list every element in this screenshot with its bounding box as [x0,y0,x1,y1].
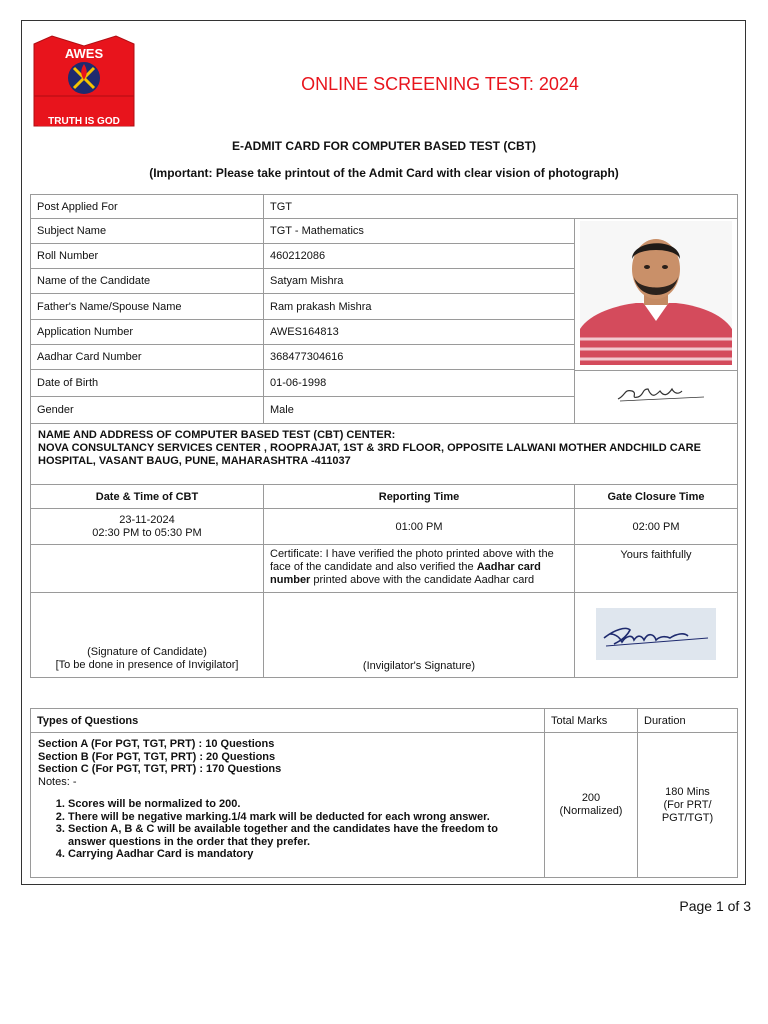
svg-text:TRUTH IS GOD: TRUTH IS GOD [48,116,120,127]
center-address: NOVA CONSULTANCY SERVICES CENTER , ROOPRAJAT, 1ST & 3RD FLOOR, OPPOSITE LALWANI MOTHER ANDCHILD CARE HOSPITAL, VASANT BAUG, PUNE, MAHARASHTRA -411037 [38,442,701,467]
gate-closure-value: 02:00 PM [574,508,738,545]
reporting-time-header: Reporting Time [263,484,575,509]
gender-value: Male [263,396,575,424]
duration-note: (For PRT/ PGT/TGT) [661,798,714,824]
candidate-signature-note: [To be done in presence of Invigilator] [55,659,239,671]
center-heading: NAME AND ADDRESS OF COMPUTER BASED TEST (CBT) CENTER: [38,429,396,441]
roll-value: 460212086 [263,243,575,269]
dob-label: Date of Birth [30,369,264,397]
gate-closure-header: Gate Closure Time [574,484,738,509]
note-item: 2. There will be negative marking.1/4 mark will be deducted for each wrong answer. [68,811,537,824]
aadhar-value: 368477304616 [263,344,575,370]
notes-label: Notes: - [38,775,77,788]
yours-faithfully: Yours faithfully [574,544,738,593]
certificate-part2: printed above with the candidate Aadhar card [310,574,535,586]
invigilator-signature-label: (Invigilator's Signature) [362,660,476,672]
certificate-bold: Aadhar card number [270,561,541,586]
duration-header: Duration [637,708,738,733]
father-label: Father's Name/Spouse Name [30,293,264,320]
certificate-part1: Certificate: I have verified the photo printed above with the face of the candidate and also verified the [270,548,554,573]
certificate-text [263,544,575,593]
authority-signature [596,608,716,660]
notes-list [38,798,537,861]
post-value: TGT [263,194,738,219]
aadhar-label: Aadhar Card Number [30,344,264,370]
section-a: Section A (For PGT, TGT, PRT) : 10 Questions [38,738,275,750]
svg-text:AWES: AWES [64,46,104,61]
candidate-signature-label: (Signature of Candidate) [87,646,207,658]
important-note: (Important: Please take printout of the Admit Card with clear vision of photograph) [149,166,619,180]
duration-value: 180 Mins [665,785,710,798]
admit-card-subtitle: E-ADMIT CARD FOR COMPUTER BASED TEST (CBT) [232,139,536,153]
note-item: 3. Section A, B & C will be available together and the candidates have the freedom to answer questions in the order that they prefer. [68,823,537,848]
page-number: Page 1 of 3 [679,898,751,914]
candidate-photo [580,221,732,365]
subject-value: TGT - Mathematics [263,218,575,244]
date-time-cell [30,508,264,545]
name-label: Name of the Candidate [30,268,264,294]
candidate-signature [612,377,708,407]
section-b: Section B (For PGT, TGT, PRT) : 20 Questions [38,750,276,763]
note-item: 4. Carrying Aadhar Card is mandatory [68,848,537,861]
gender-label: Gender [30,396,264,424]
candidate-signature-box [30,592,264,678]
cbt-center-address [30,423,738,485]
reporting-time-value: 01:00 PM [263,508,575,545]
awes-logo [30,34,138,130]
section-c: Section C (For PGT, TGT, PRT) : 170 Questions [38,763,282,775]
total-marks-value: 200 [581,792,601,804]
blank-cell [30,544,264,593]
application-value: AWES164813 [263,319,575,345]
types-header: Types of Questions [30,708,545,733]
question-types-cell [30,732,545,878]
father-value: Ram prakash Mishra [263,293,575,320]
subject-label: Subject Name [30,218,264,244]
invigilator-signature-box [263,592,575,678]
post-label: Post Applied For [30,194,264,219]
name-value: Satyam Mishra [263,268,575,294]
date-time-header: Date & Time of CBT [30,484,264,509]
total-marks-note: (Normalized) [559,805,623,817]
page-title: ONLINE SCREENING TEST: 2024 [301,74,579,94]
total-marks-cell [544,732,638,878]
application-label: Application Number [30,319,264,345]
total-marks-header: Total Marks [544,708,638,733]
cbt-date: 23-11-2024 [119,513,175,526]
cbt-time: 02:30 PM to 05:30 PM [92,526,202,539]
roll-label: Roll Number [30,243,264,269]
note-item: 1. Scores will be normalized to 200. [68,798,537,811]
dob-value: 01-06-1998 [263,369,575,397]
duration-cell [637,732,738,878]
